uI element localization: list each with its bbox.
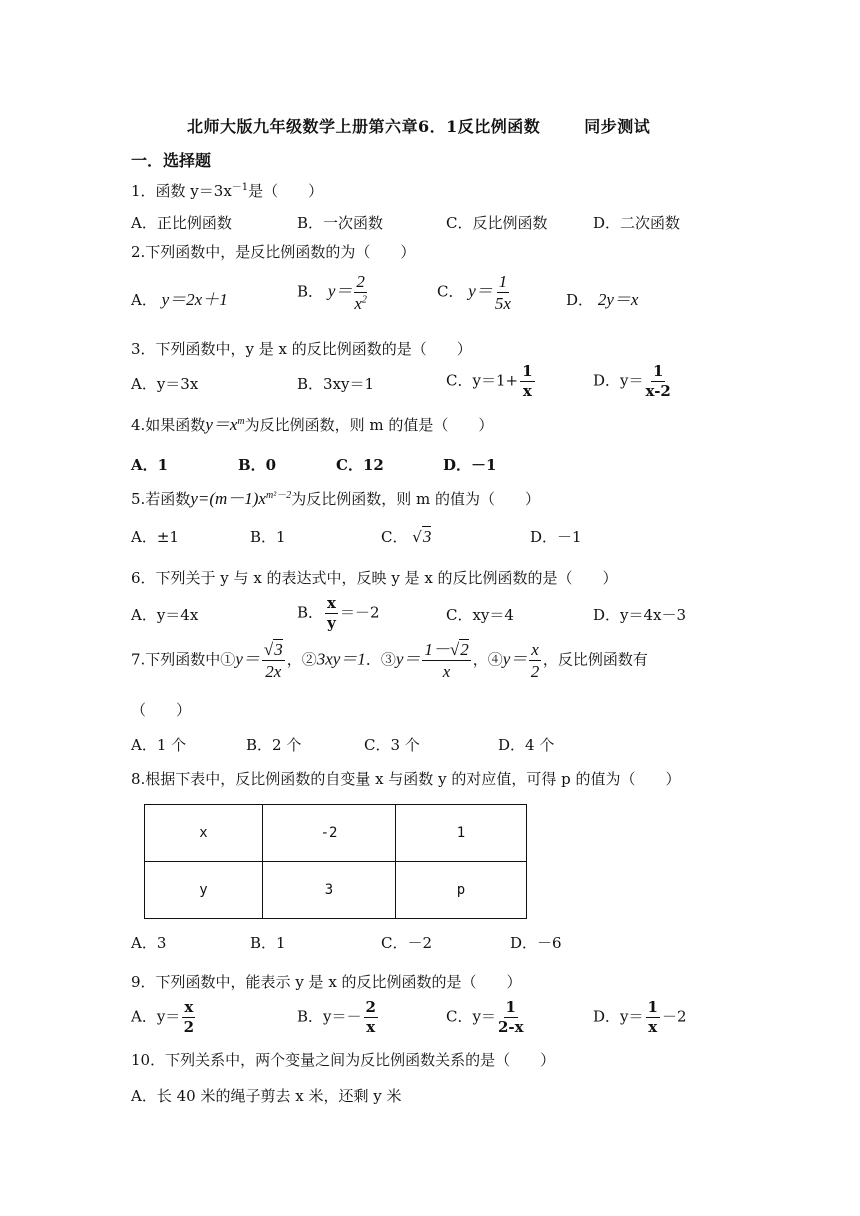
question-1-option-a: A．正比例函数 [131, 214, 232, 232]
question-2-option-d: D． 2y＝x [566, 290, 639, 309]
document-title [187, 114, 650, 137]
question-9-option-b: B．y＝－ $\frac{2}{x}$ [297, 998, 376, 1036]
question-8-option-d: D．－6 [510, 934, 562, 952]
question-7-option-b: B．2 个 [246, 736, 302, 754]
question-4-stem: 4.如果函数$y=x^m$为反比例函数，则 m 的值是（ ） [131, 415, 494, 434]
question-9-option-c: C．y＝ $\frac{1}{2-x}$ [446, 998, 524, 1036]
question-6-option-d: D．y＝4x－3 [593, 606, 687, 624]
question-5-option-b: B．1 [250, 528, 286, 546]
question-7-stem: 7.下列函数中①y＝ $\frac{√3}{2x}$ ，②3xy＝1．③y＝ $\frac{1-√2}{x}$ ，④y＝ $\frac{x}{2}$ ，反比例函数有 [131, 640, 648, 681]
value-table [144, 804, 527, 919]
table-cell: -2 [263, 805, 396, 862]
question-6-stem: 6．下列关于 y 与 x 的表达式中，反映 y 是 x 的反比例函数的是（ ） [131, 569, 618, 587]
table-cell: y [145, 862, 263, 919]
question-2-option-c: C． y＝ $\frac{1}{5x}$ [437, 272, 511, 313]
question-4-option-a: A．1 [131, 456, 169, 474]
question-4-option-d: D．－1 [443, 456, 497, 474]
section-heading: 一．选择题 [131, 151, 212, 170]
question-5-option-d: D．－1 [530, 528, 582, 546]
question-8-stem: 8.根据下表中，反比例函数的自变量 x 与函数 y 的对应值，可得 p 的值为（ ） [131, 770, 681, 788]
question-6-option-c: C．xy＝4 [446, 606, 514, 624]
question-4-option-b: B．0 [238, 456, 277, 474]
question-3-option-b: B．3xy＝1 [297, 375, 375, 393]
question-10-option-a: A．长 40 米的绳子剪去 x 米，还剩 y 米 [131, 1087, 402, 1105]
question-8-option-b: B．1 [250, 934, 286, 952]
table-cell: 1 [396, 805, 527, 862]
question-3-option-a: A．y＝3x [131, 375, 199, 393]
question-6-option-a: A．y＝4x [131, 606, 199, 624]
question-9-option-a: A．y＝ $\frac{x}{2}$ [131, 998, 194, 1036]
question-1-stem: 1．函数 $y=3x^{-1}$是（ ） [131, 182, 324, 200]
title-suffix: 同步测试 [584, 117, 651, 136]
question-2-option-a: A． y＝2x＋1 [131, 290, 228, 309]
question-8-option-a: A．3 [131, 934, 167, 952]
question-7-option-a: A．1 个 [131, 736, 187, 754]
table-row [145, 805, 527, 862]
question-1-option-c: C．反比例函数 [446, 214, 548, 232]
question-5-stem: 5.若函数$y=(m-1)x^{m^2-2}$为反比例函数，则 m 的值为（ ） [131, 489, 540, 508]
question-10-stem: 10．下列关系中，两个变量之间为反比例函数关系的是（ ） [131, 1051, 556, 1069]
question-8-option-c: C．－2 [381, 934, 433, 952]
question-9-stem: 9．下列函数中，能表示 y 是 x 的反比例函数的是（ ） [131, 973, 522, 991]
table-cell: 3 [263, 862, 396, 919]
title-main: 北师大版九年级数学上册第六章6．1反比例函数 [187, 117, 541, 136]
table-cell: x [145, 805, 263, 862]
question-5-option-a: A．±1 [131, 528, 179, 546]
question-2-option-b: B． y＝ $\frac{2}{x^2}$ [297, 272, 367, 313]
question-9-option-d: D．y＝ $\frac{1}{x}$ －2 [593, 998, 687, 1036]
question-2-stem: 2.下列函数中，是反比例函数的为（ ） [131, 243, 416, 261]
question-1-option-d: D．二次函数 [593, 214, 681, 232]
question-4-option-c: C．12 [336, 456, 384, 474]
question-3-stem: 3．下列函数中，y 是 x 的反比例函数的是（ ） [131, 340, 472, 358]
question-5-option-c: C． √3 [381, 527, 432, 546]
question-7-answer-paren: （ ） [131, 701, 192, 719]
question-1-option-b: B．一次函数 [297, 214, 384, 232]
question-7-option-d: D．4 个 [498, 736, 555, 754]
question-3-option-c: C．y＝1+ $\frac{1}{x}$ [446, 362, 533, 400]
question-6-option-b: B． $\frac{x}{y}$ ＝－2 [297, 594, 380, 632]
table-row [145, 862, 527, 919]
question-7-option-c: C．3 个 [364, 736, 420, 754]
question-3-option-d: D．y＝ $\frac{1}{x-2}$ [593, 362, 671, 400]
table-cell: p [396, 862, 527, 919]
